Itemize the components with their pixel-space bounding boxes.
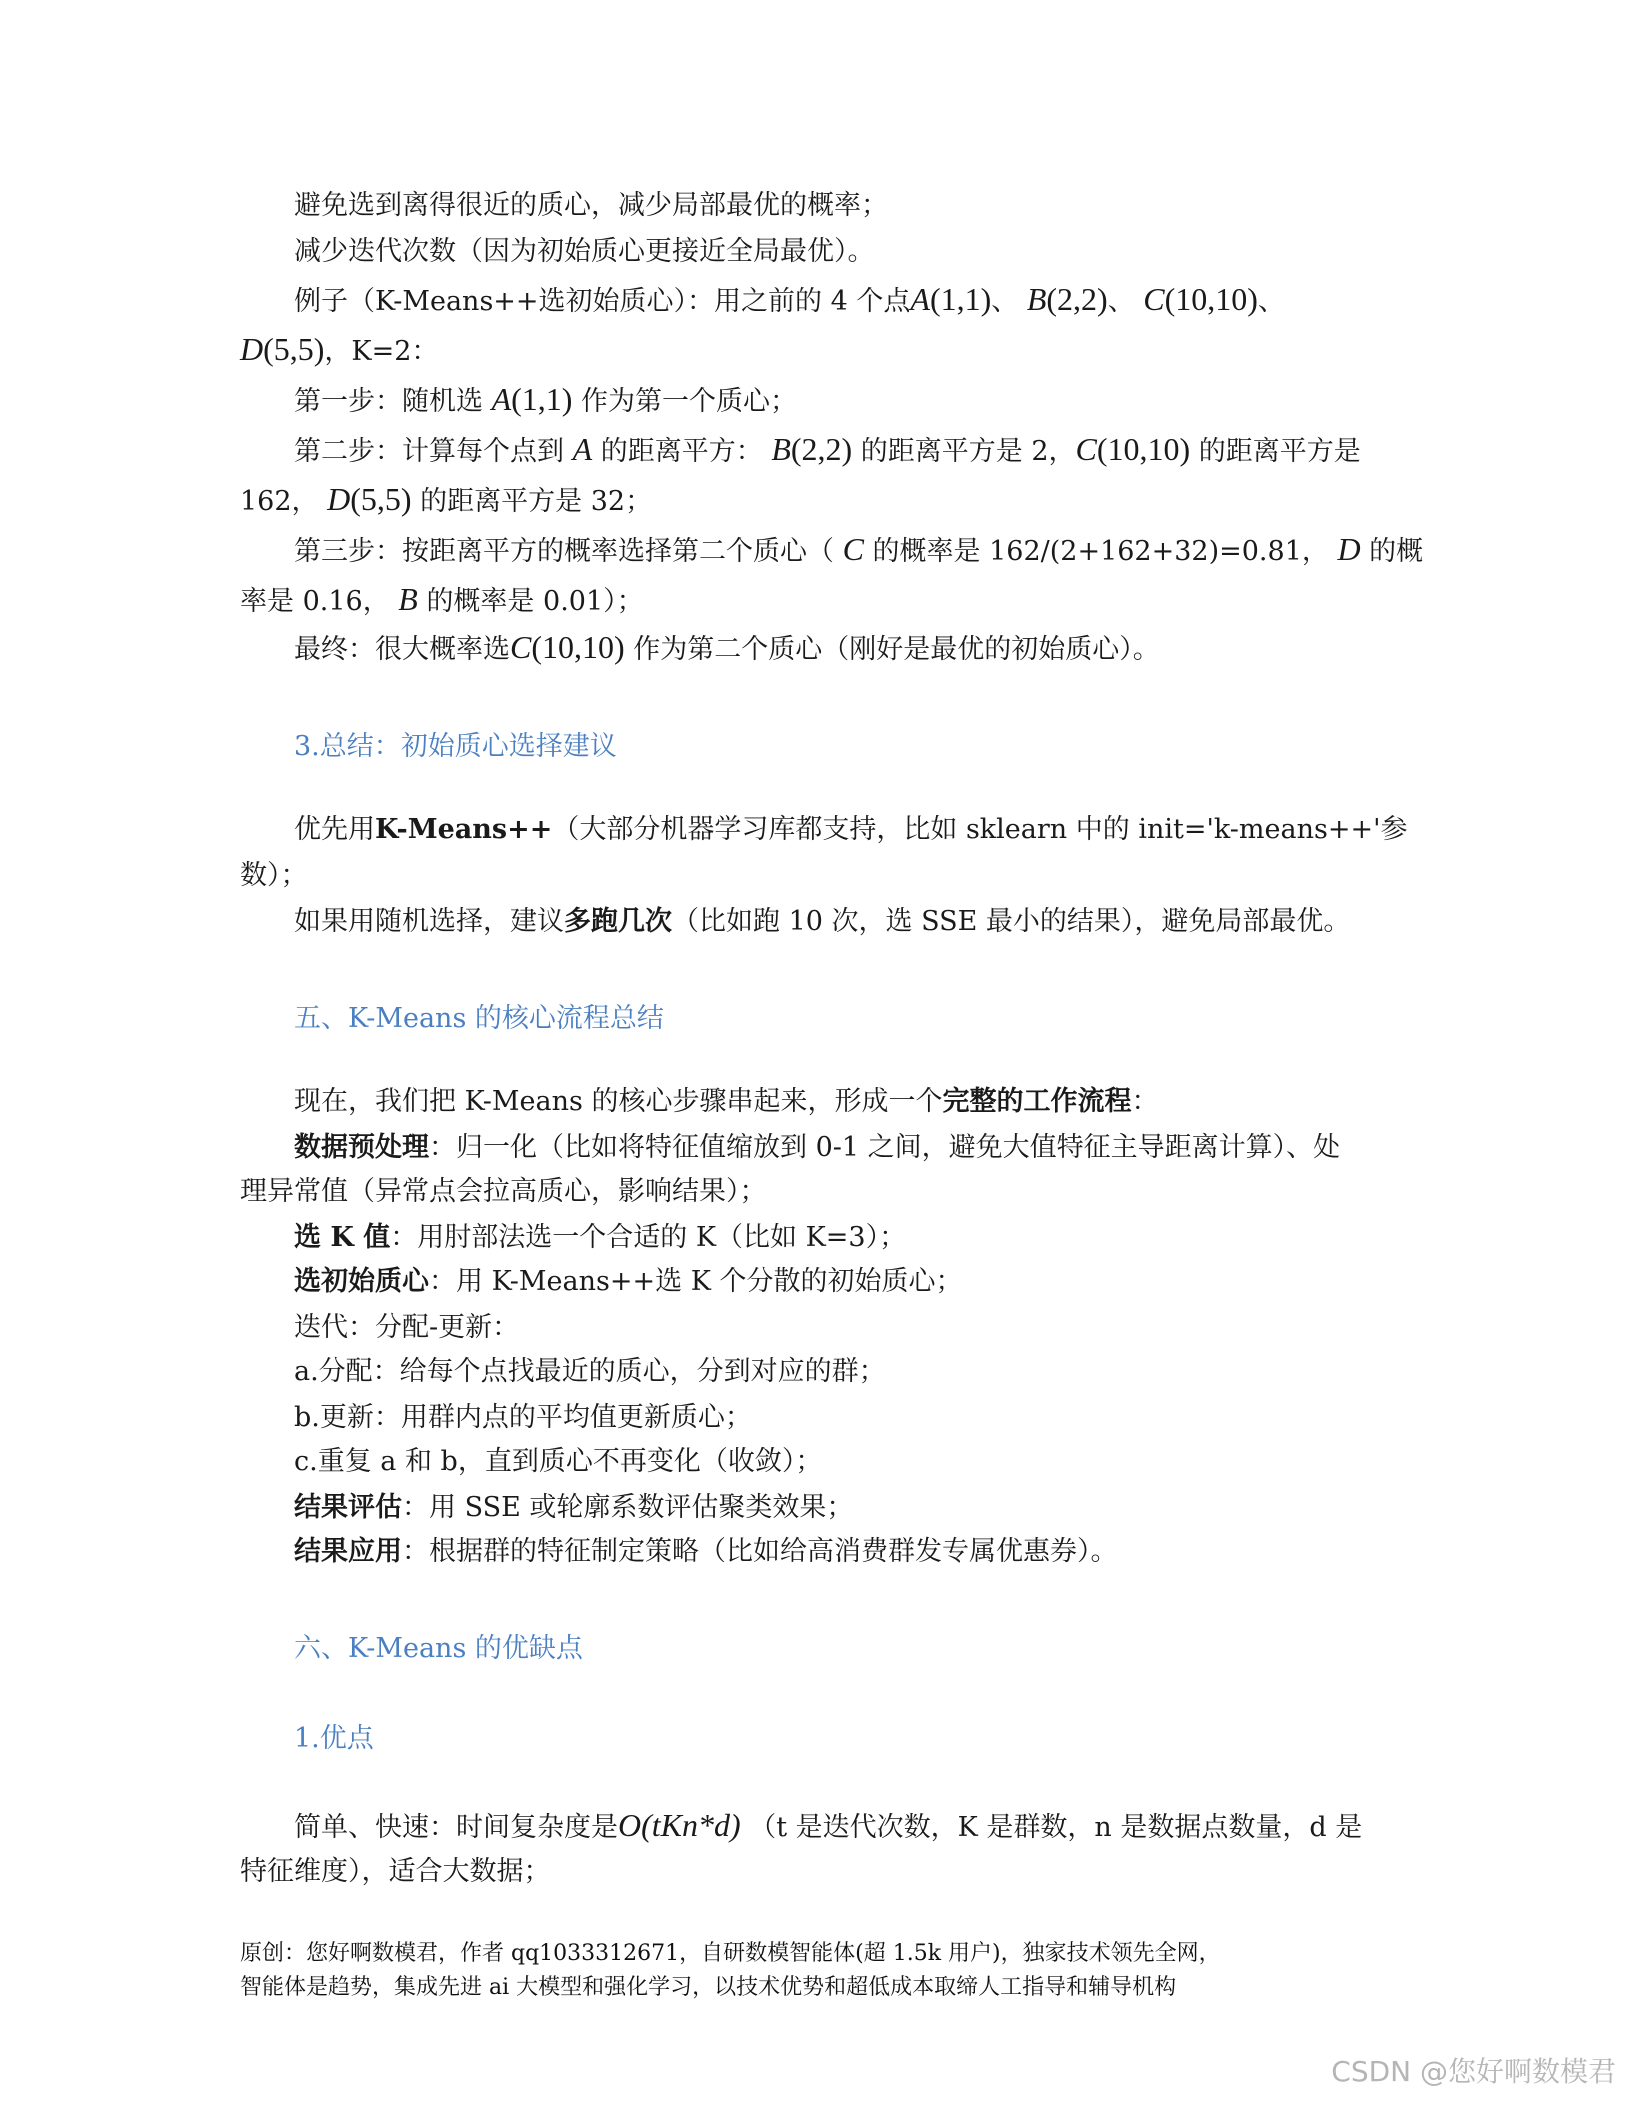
text-line (294, 236, 875, 268)
math-var: D (327, 481, 351, 517)
text: 特征维度），适合大数据； (240, 1856, 551, 1887)
text: 数）； (240, 860, 308, 891)
text-line (294, 1132, 1340, 1164)
text-line (240, 480, 652, 518)
math-coord: (10,10) (531, 629, 625, 665)
text-line (294, 628, 1160, 666)
math-coord: (1,1) (511, 381, 573, 417)
footer-line: 原创：您好啊数模君，作者 qq1033312671，自研数模智能体(超 1.5k 用户)，独家技术领先全网， (240, 1941, 1221, 1966)
text: ：用 SSE 或轮廓系数评估聚类效果； (402, 1492, 854, 1523)
math-var: C (842, 531, 864, 567)
text: 、 (991, 286, 1019, 317)
bold-text: 选 K 值 (294, 1222, 391, 1253)
math-coord: (10,10) (1096, 431, 1191, 467)
text: 例子（K-Means++选初始质心）：用之前的 4 个点 (294, 286, 911, 317)
section-heading: 1.优点 (294, 1723, 374, 1754)
text: ：根据群的特征制定策略（比如给高消费群发专属优惠券）。 (402, 1536, 1118, 1567)
text-line (294, 1536, 1118, 1568)
text: 减少迭代次数（因为初始质心更接近全局最优）。 (294, 236, 875, 267)
text: 简单、快速：时间复杂度是 (294, 1812, 618, 1843)
bold-text: 完整的工作流程 (942, 1086, 1132, 1117)
math-var: B (771, 431, 791, 467)
text-line (294, 814, 1408, 846)
text: 率是 0.16， (240, 586, 390, 617)
text-line (294, 1222, 906, 1254)
text-line (240, 860, 308, 892)
text: ： (1131, 1086, 1159, 1117)
text: 的距离平方： (600, 436, 763, 467)
text: 的概率是 0.01）； (426, 586, 644, 617)
text: 、 (1257, 286, 1285, 317)
math-var: A (491, 381, 512, 417)
text-line (294, 1402, 752, 1434)
text-line (294, 280, 1285, 318)
text: 的概率是 162/(2+162+32)=0.81， (872, 536, 1329, 567)
text: 、 (1107, 286, 1135, 317)
bold-text: 多跑几次 (564, 906, 672, 937)
text-line (294, 1312, 519, 1344)
text: 162， (240, 486, 319, 517)
text: 第三步：按距离平方的概率选择第二个质心（ (294, 536, 834, 567)
text-line (294, 190, 888, 222)
text: 的距离平方是 (1198, 436, 1361, 467)
bold-text: 选初始质心 (294, 1266, 429, 1297)
footer-line: 智能体是趋势，集成先进 ai 大模型和强化学习，以技术优势和超低成本取缔人工指导和辅导机构 (240, 1975, 1177, 2000)
bold-text: 数据预处理 (294, 1132, 429, 1163)
text: （大部分机器学习库都支持，比如 sklearn 中的 init='k-means++'参 (552, 814, 1408, 845)
math-coord: (2,2) (790, 431, 853, 467)
text: （比如跑 10 次，选 SSE 最小的结果），避免局部最优。 (672, 906, 1351, 937)
text: 迭代：分配-更新： (294, 1312, 520, 1343)
text-line (240, 1176, 767, 1208)
text: 现在，我们把 K-Means 的核心步骤串起来，形成一个 (294, 1086, 943, 1117)
text: 最终：很大概率选 (294, 634, 510, 665)
section-heading: 3.总结：初始质心选择建议 (294, 731, 617, 762)
text-line (294, 1266, 962, 1298)
text: 第一步：随机选 (294, 386, 483, 417)
math-var: D (240, 331, 264, 367)
math-var: B (398, 581, 418, 617)
text: a.分配：给每个点找最近的质心，分到对应的群； (294, 1356, 886, 1387)
text: 优先用 (294, 814, 375, 845)
text-line (294, 1492, 853, 1524)
text: ：用 K-Means++选 K 个分散的初始质心； (429, 1266, 963, 1297)
text-line (294, 380, 797, 418)
bold-text: 结果评估 (294, 1492, 402, 1523)
math-coord: (2,2) (1046, 281, 1108, 317)
math-expression: O(tKn*d) (618, 1807, 741, 1843)
text-line (294, 430, 1361, 468)
text-line (240, 330, 438, 368)
text: 作为第二个质心（刚好是最优的初始质心）。 (633, 634, 1160, 665)
text-line (240, 580, 644, 618)
text: 如果用随机选择，建议 (294, 906, 564, 937)
text-line (294, 1356, 886, 1388)
csdn-watermark: CSDN @您好啊数模君 (1331, 2055, 1616, 2088)
math-coord: (1,1) (929, 281, 992, 317)
text: 避免选到离得很近的质心，减少局部最优的概率； (294, 190, 888, 221)
math-var: B (1026, 281, 1047, 317)
text: 的距离平方是 2， (860, 436, 1076, 467)
section-heading: 五、K-Means 的核心流程总结 (294, 1003, 664, 1034)
text-line (294, 530, 1423, 568)
text: 第二步：计算每个点到 (294, 436, 564, 467)
math-coord: (5,5) (350, 481, 412, 517)
text-line (240, 1856, 551, 1888)
text-line (294, 1806, 1362, 1844)
bold-text: K-Means++ (375, 814, 553, 845)
bold-text: 结果应用 (294, 1536, 402, 1567)
text-line (294, 1446, 822, 1478)
text: ：用肘部法选一个合适的 K（比如 K=3）； (390, 1222, 907, 1253)
math-var: A (572, 431, 593, 467)
math-var: C (1075, 431, 1097, 467)
text: 的概 (1369, 536, 1424, 567)
math-var: C (510, 629, 532, 665)
math-coord: (5,5) (263, 331, 325, 367)
math-var: A (910, 281, 930, 317)
math-var: C (1143, 281, 1165, 317)
math-coord: (10,10) (1164, 281, 1258, 317)
math-var: D (1337, 531, 1361, 567)
text: c.重复 a 和 b，直到质心不再变化（收敛）； (294, 1446, 823, 1477)
text: 的距离平方是 32； (420, 486, 653, 517)
text: 理异常值（异常点会拉高质心，影响结果）； (240, 1176, 767, 1207)
text: ：归一化（比如将特征值缩放到 0-1 之间，避免大值特征主导距离计算）、处 (429, 1132, 1341, 1163)
text-line (294, 906, 1350, 938)
text-line (294, 1086, 1158, 1118)
text: （t 是迭代次数，K 是群数，n 是数据点数量，d 是 (749, 1812, 1363, 1843)
section-heading: 六、K-Means 的优缺点 (294, 1633, 583, 1664)
text: b.更新：用群内点的平均值更新质心； (294, 1402, 752, 1433)
text: ，K=2： (324, 336, 439, 367)
text: 作为第一个质心； (581, 386, 798, 417)
